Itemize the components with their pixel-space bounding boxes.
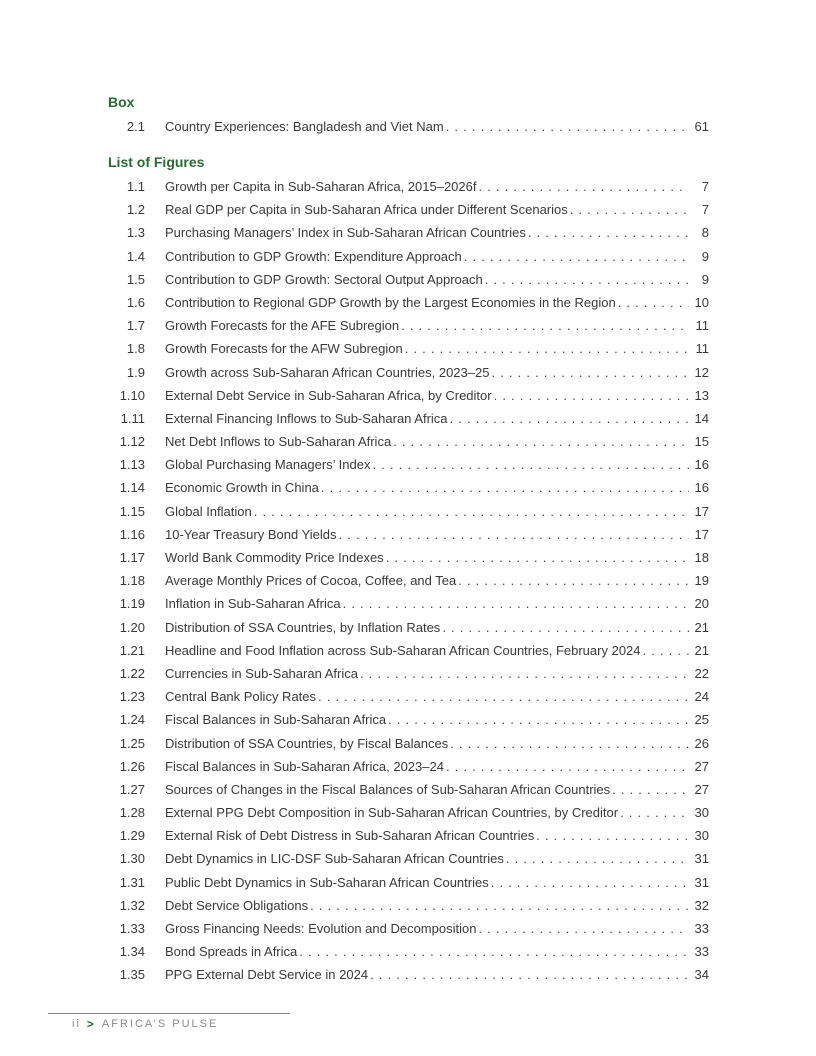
toc-entry-number: 1.19 [119,596,145,612]
toc-entry[interactable] [0,115,816,138]
footer-chevron-icon: > [86,1017,94,1031]
toc-entry-number: 1.18 [119,573,145,589]
toc-entry-page: 15 [694,434,709,450]
toc-entry-page: 7 [701,179,709,194]
toc-dot-leader [370,963,688,986]
toc-entry-body [165,940,709,963]
toc-entry[interactable] [0,523,816,546]
toc-entry-body [165,546,709,569]
toc-entry-page: 17 [694,503,709,519]
toc-entry-number: 1.33 [119,921,145,936]
toc-entry[interactable] [0,616,816,639]
toc-dot-leader [388,708,688,731]
toc-entry-page: 25 [694,712,709,728]
toc-entry-title: 10-Year Treasury Bond Yields [165,523,339,546]
toc-entry[interactable] [0,708,816,731]
toc-entry-page: 7 [701,202,709,218]
toc-entry-body [165,268,709,291]
toc-entry-body [165,592,709,615]
toc-entry-number: 1.15 [119,503,145,519]
toc-entry-number: 1.32 [119,897,145,913]
toc-entry-number: 1.17 [119,550,145,565]
toc-entry-body [165,407,709,430]
toc-dot-leader [450,407,689,430]
toc-dot-leader [536,824,688,847]
toc-dot-leader [494,384,689,407]
toc-entry[interactable] [0,592,816,615]
toc-entry-title: Distribution of SSA Countries, by Inflation Rates [165,616,442,639]
toc-entry-page: 19 [694,573,709,589]
toc-entry-title: Headline and Food Inflation across Sub-Saharan African Countries, February 2024 [165,639,643,662]
toc-entry-title: Economic Growth in China [165,476,321,499]
toc-entry[interactable] [0,940,816,963]
toc-entry-body [165,824,709,847]
toc-entry-title: Growth Forecasts for the AFW Subregion [165,337,405,360]
toc-entry[interactable] [0,453,816,476]
toc-entry-page: 32 [694,897,709,913]
toc-entry[interactable] [0,824,816,847]
toc-entry-title: Contribution to GDP Growth: Sectoral Output Approach [165,268,485,291]
toc-entry-page: 22 [694,665,709,681]
toc-entry[interactable] [0,685,816,708]
toc-dot-leader [491,361,688,384]
toc-entry-body [165,917,709,940]
box-heading: Box [108,94,135,110]
toc-entry-title: External PPG Debt Composition in Sub-Saharan African Countries, by Creditor [165,801,620,824]
toc-entry-page: 33 [694,944,709,960]
toc-entry-title: External Risk of Debt Distress in Sub-Saharan African Countries [165,824,536,847]
toc-entry-page: 11 [695,318,709,334]
toc-entry-number: 1.20 [119,619,145,635]
toc-entry-page: 31 [694,851,709,867]
toc-entry[interactable] [0,755,816,778]
toc-entry-body [165,778,709,801]
footer-page-number: ii [72,1018,81,1030]
toc-entry-number: 1.31 [119,874,145,890]
toc-dot-leader [360,662,689,685]
toc-entry-number: 1.1 [126,179,145,194]
toc-entry-page: 18 [694,550,709,565]
toc-entry-body [165,314,709,337]
toc-entry-title: Global Inflation [165,500,254,523]
toc-entry-page: 24 [694,689,709,705]
toc-dot-leader [405,337,689,360]
toc-entry-page: 30 [694,805,709,821]
toc-entry-title: World Bank Commodity Price Indexes [165,546,386,569]
toc-entry-title: Public Debt Dynamics in Sub-Saharan African Countries [165,871,491,894]
toc-entry-body [165,708,709,731]
toc-dot-leader [643,639,689,662]
toc-entry[interactable] [0,268,816,291]
toc-entry-body [165,198,709,221]
toc-entry[interactable] [0,221,816,244]
toc-entry[interactable] [0,569,816,592]
toc-entry-number: 1.4 [126,248,145,264]
toc-entry[interactable] [0,337,816,360]
toc-dot-leader [401,314,689,337]
figures-list [0,175,816,987]
footer-publication-title: AFRICA’S PULSE [101,1018,219,1030]
toc-dot-leader [343,592,689,615]
toc-entry[interactable] [0,871,816,894]
toc-entry-number: 1.2 [126,202,145,218]
toc-entry-number: 1.7 [126,318,145,334]
toc-entry-body [165,523,709,546]
toc-entry-number: 1.23 [119,689,145,705]
toc-entry-number: 1.6 [126,294,145,310]
toc-entry-number: 1.11 [120,410,145,426]
toc-entry-title: Global Purchasing Managers’ Index [165,453,372,476]
toc-entry-body [165,430,709,453]
toc-dot-leader [612,778,688,801]
toc-entry-title: Growth across Sub-Saharan African Countries, 2023–25 [165,361,491,384]
toc-entry-number: 1.29 [119,828,145,844]
toc-entry[interactable] [0,894,816,917]
box-list [0,115,816,138]
footer-rule [48,1013,290,1014]
toc-entry-number: 1.30 [119,851,145,867]
toc-dot-leader [318,685,689,708]
toc-entry-title: Bond Spreads in Africa [165,940,299,963]
toc-entry[interactable] [0,963,816,986]
toc-entry-title: External Debt Service in Sub-Saharan Africa, by Creditor [165,384,494,407]
toc-dot-leader [339,523,689,546]
toc-entry-title: Central Bank Policy Rates [165,685,318,708]
toc-entry-number: 1.9 [126,364,145,380]
toc-entry[interactable] [0,546,816,569]
toc-entry-page: 31 [694,874,709,890]
toc-entry-number: 1.35 [119,967,145,983]
toc-entry-title: Gross Financing Needs: Evolution and Decomposition [165,917,478,940]
toc-entry-page: 34 [694,967,709,983]
toc-entry-page: 10 [694,294,709,310]
toc-entry-title: Distribution of SSA Countries, by Fiscal Balances [165,732,450,755]
toc-entry-number: 1.34 [119,944,145,960]
toc-entry-body [165,963,709,986]
toc-entry-number: 1.5 [126,271,145,287]
toc-entry-title: Country Experiences: Bangladesh and Viet Nam [165,115,446,138]
toc-entry[interactable] [0,801,816,824]
toc-entry-page: 8 [701,225,709,241]
toc-entry-title: Real GDP per Capita in Sub-Saharan Africa under Different Scenarios [165,198,570,221]
page-footer [72,1017,218,1031]
toc-entry-page: 14 [694,410,709,426]
toc-entry-number: 1.13 [119,457,145,473]
toc-dot-leader [254,500,689,523]
toc-dot-leader [393,430,688,453]
toc-entry[interactable] [0,314,816,337]
toc-entry-body [165,569,709,592]
toc-entry-page: 16 [694,480,709,496]
toc-entry[interactable] [0,430,816,453]
toc-entry-body [165,476,709,499]
toc-entry-number: 1.3 [126,225,145,241]
toc-dot-leader [478,917,688,940]
toc-entry-title: Average Monthly Prices of Cocoa, Coffee, and Tea [165,569,458,592]
toc-entry-body [165,500,709,523]
toc-entry-number: 1.25 [119,735,145,751]
toc-dot-leader [299,940,688,963]
toc-entry-page: 30 [694,828,709,844]
toc-dot-leader [485,268,689,291]
toc-dot-leader [458,569,688,592]
toc-entry-number: 1.10 [119,387,145,403]
toc-entry-body [165,755,709,778]
toc-entry-number: 1.28 [119,805,145,821]
toc-entry-body [165,175,709,198]
toc-entry-number: 1.22 [119,665,145,681]
toc-entry-number: 1.21 [119,642,145,658]
toc-entry-page: 27 [694,758,709,774]
toc-entry[interactable] [0,245,816,268]
toc-entry-page: 20 [694,596,709,612]
toc-dot-leader [446,115,689,138]
toc-entry-title: Purchasing Managers’ Index in Sub-Saharan African Countries [165,221,528,244]
toc-entry-page: 11 [695,341,709,357]
toc-entry-body [165,221,709,244]
toc-entry-body [165,732,709,755]
toc-entry-title: Currencies in Sub-Saharan Africa [165,662,360,685]
toc-dot-leader [570,198,689,221]
toc-entry-page: 16 [694,457,709,473]
toc-entry[interactable] [0,198,816,221]
figures-heading: List of Figures [108,154,205,170]
toc-entry-body [165,337,709,360]
toc-entry-number: 1.14 [119,480,145,496]
toc-dot-leader [618,291,689,314]
toc-entry[interactable] [0,291,816,314]
toc-entry-body [165,639,709,662]
toc-dot-leader [464,245,689,268]
toc-entry-page: 9 [701,271,709,287]
toc-entry-title: PPG External Debt Service in 2024 [165,963,370,986]
toc-entry-title: Fiscal Balances in Sub-Saharan Africa [165,708,388,731]
toc-entry-page: 61 [694,119,709,134]
toc-entry-title: Contribution to Regional GDP Growth by the Largest Economies in the Region [165,291,618,314]
toc-entry[interactable] [0,778,816,801]
toc-dot-leader [478,175,689,198]
toc-entry-page: 13 [694,387,709,403]
toc-dot-leader [491,871,689,894]
toc-entry-number: 1.24 [119,712,145,728]
toc-entry-page: 9 [701,248,709,264]
toc-dot-leader [310,894,688,917]
toc-entry-body [165,245,709,268]
toc-entry[interactable] [0,917,816,940]
toc-entry-page: 27 [694,781,709,797]
toc-entry[interactable] [0,639,816,662]
toc-entry-title: Growth per Capita in Sub-Saharan Africa, 2015–2026f [165,175,478,198]
toc-entry-body [165,685,709,708]
toc-entry[interactable] [0,662,816,685]
toc-entry[interactable] [0,361,816,384]
toc-entry-title: Inflation in Sub-Saharan Africa [165,592,343,615]
toc-dot-leader [506,847,689,870]
toc-entry-body [165,801,709,824]
toc-dot-leader [386,546,689,569]
toc-entry[interactable] [0,732,816,755]
toc-entry-number: 2.1 [126,119,145,134]
toc-entry[interactable] [0,407,816,430]
toc-entry-number: 1.26 [119,758,145,774]
toc-entry-title: Fiscal Balances in Sub-Saharan Africa, 2023–24 [165,755,446,778]
toc-entry-page: 21 [694,642,709,658]
toc-entry-page: 21 [694,619,709,635]
toc-dot-leader [446,755,689,778]
toc-dot-leader [372,453,688,476]
toc-entry-number: 1.27 [119,781,145,797]
toc-entry-body [165,894,709,917]
toc-entry-body [165,115,709,138]
toc-entry-number: 1.12 [119,434,145,450]
toc-dot-leader [620,801,688,824]
toc-entry-body [165,616,709,639]
toc-entry-title: Sources of Changes in the Fiscal Balances of Sub-Saharan African Countries [165,778,612,801]
toc-entry-body [165,361,709,384]
toc-entry[interactable] [0,847,816,870]
toc-entry[interactable] [0,476,816,499]
toc-entry[interactable] [0,175,816,198]
toc-entry-title: Debt Dynamics in LIC-DSF Sub-Saharan African Countries [165,847,506,870]
toc-entry-title: Contribution to GDP Growth: Expenditure Approach [165,245,464,268]
toc-dot-leader [442,616,688,639]
toc-entry[interactable] [0,384,816,407]
toc-entry-page: 17 [694,526,709,542]
toc-entry-body [165,291,709,314]
toc-entry-body [165,847,709,870]
toc-entry-body [165,662,709,685]
toc-entry-title: Growth Forecasts for the AFE Subregion [165,314,401,337]
toc-dot-leader [321,476,689,499]
toc-entry-title: External Financing Inflows to Sub-Saharan Africa [165,407,450,430]
toc-entry-body [165,384,709,407]
toc-entry-title: Net Debt Inflows to Sub-Saharan Africa [165,430,393,453]
toc-dot-leader [450,732,688,755]
toc-entry-number: 1.8 [126,341,145,357]
toc-entry-page: 12 [694,364,709,380]
toc-entry-number: 1.16 [119,526,145,542]
toc-entry-page: 33 [694,921,709,936]
toc-entry-page: 26 [694,735,709,751]
toc-entry[interactable] [0,500,816,523]
toc-entry-title: Debt Service Obligations [165,894,310,917]
toc-entry-body [165,453,709,476]
toc-entry-body [165,871,709,894]
toc-dot-leader [528,221,689,244]
